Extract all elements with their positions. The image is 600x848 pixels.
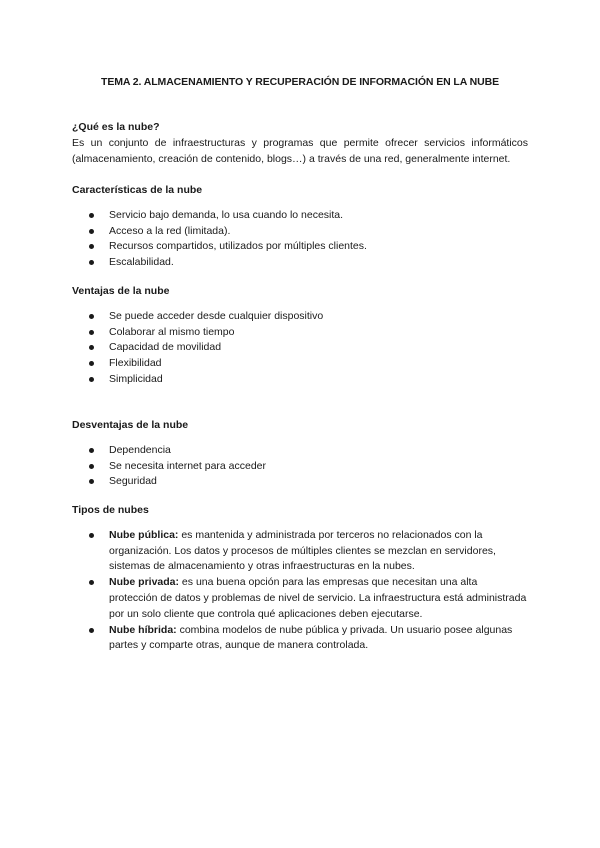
term-label: Nube pública: xyxy=(109,528,179,541)
section-heading: Tipos de nubes xyxy=(72,504,149,516)
list-item: Nube privada: es una buena opción para las empresas que necesitan una alta protección de datos y problemas de nivel de servicio. La infraestructura está administrada por un solo cliente que controla qué aplicaciones deben ejecutarse. xyxy=(72,575,528,622)
bullet-icon xyxy=(89,464,94,469)
list-item: Se puede acceder desde cualquier dispositivo xyxy=(72,309,528,325)
term-label: Nube híbrida: xyxy=(109,623,177,636)
bullet-icon xyxy=(89,244,94,249)
bullet-icon xyxy=(89,314,94,319)
term-label: Nube privada: xyxy=(109,576,180,589)
list-item: Se necesita internet para acceder xyxy=(72,459,528,475)
bullet-icon xyxy=(89,448,94,453)
section-heading: ¿Qué es la nube? xyxy=(72,121,160,133)
list-item: Colaborar al mismo tiempo xyxy=(72,325,528,341)
section-que-es xyxy=(72,120,528,167)
ventajas-list xyxy=(72,309,528,388)
bullet-icon xyxy=(89,580,94,585)
list-item: Nube pública: es mantenida y administrada por terceros no relacionados con la organización. Los datos y procesos de múltiples clientes se mezclan en servidores, sistemas de almacenamiento y otras infraestructuras en la nubes. xyxy=(72,528,528,575)
list-item: Dependencia xyxy=(72,443,528,459)
section-ventajas xyxy=(72,284,528,388)
section-tipos xyxy=(72,503,528,654)
list-item: Escalabilidad. xyxy=(72,255,528,271)
list-item: Seguridad xyxy=(72,474,528,490)
bullet-icon xyxy=(89,533,94,538)
bullet-icon xyxy=(89,345,94,350)
section-caracteristicas xyxy=(72,183,528,271)
caracteristicas-list xyxy=(72,208,528,271)
document-title: TEMA 2. ALMACENAMIENTO Y RECUPERACIÓN DE INFORMACIÓN EN LA NUBE xyxy=(101,76,499,88)
list-item: Recursos compartidos, utilizados por múltiples clientes. xyxy=(72,239,528,255)
bullet-icon xyxy=(89,479,94,484)
section-heading: Características de la nube xyxy=(72,184,203,196)
bullet-icon xyxy=(89,377,94,382)
tipos-list xyxy=(72,528,528,654)
list-item: Capacidad de movilidad xyxy=(72,340,528,356)
list-item: Simplicidad xyxy=(72,372,528,388)
list-item: Acceso a la red (limitada). xyxy=(72,224,528,240)
section-heading: Desventajas de la nube xyxy=(72,419,189,431)
list-item: Nube híbrida: combina modelos de nube pública y privada. Un usuario posee algunas partes y comparte otras, aunque de manera controlada. xyxy=(72,623,528,655)
bullet-icon xyxy=(89,361,94,366)
bullet-icon xyxy=(89,213,94,218)
bullet-icon xyxy=(89,628,94,633)
list-item: Servicio bajo demanda, lo usa cuando lo necesita. xyxy=(72,208,528,224)
definition-paragraph: Es un conjunto de infraestructuras y programas que permite ofrecer servicios informáticos (almacenamiento, creación de contenido, blogs…) a través de una red, generalmente internet. xyxy=(72,136,528,165)
desventajas-list xyxy=(72,443,528,490)
bullet-icon xyxy=(89,229,94,234)
bullet-icon xyxy=(89,260,94,265)
bullet-icon xyxy=(89,330,94,335)
list-item: Flexibilidad xyxy=(72,356,528,372)
section-desventajas xyxy=(72,418,528,490)
section-heading: Ventajas de la nube xyxy=(72,285,170,297)
